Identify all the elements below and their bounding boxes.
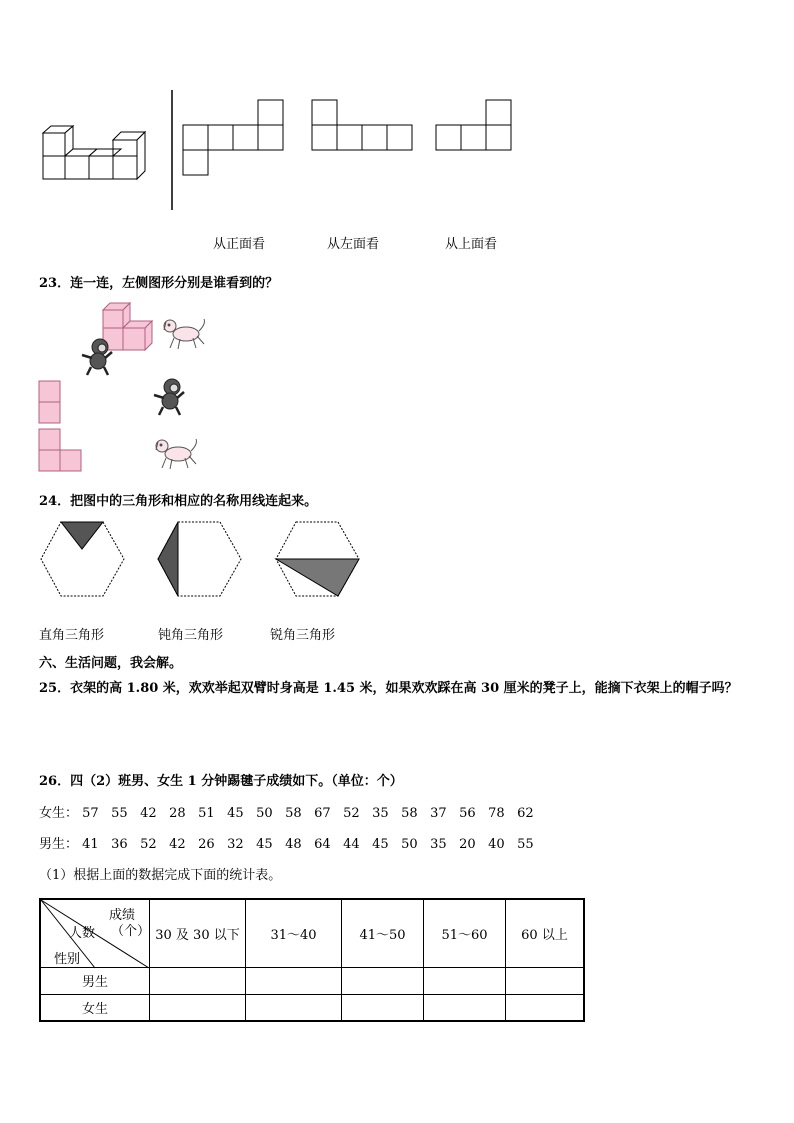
answer-cell[interactable]: [150, 967, 246, 994]
score-value: 55: [111, 806, 128, 821]
corner-score-label: 成绩: [109, 908, 136, 923]
answer-cell[interactable]: [150, 994, 246, 1021]
boys-label: 男生：: [39, 837, 79, 852]
hexagon-right-triangle: [40, 521, 126, 597]
table-corner-cell: [40, 899, 150, 967]
score-value: 45: [372, 837, 389, 852]
score-value: 36: [111, 837, 128, 852]
girls-row: [39, 802, 546, 821]
view-label-left: 从左面看: [327, 237, 380, 252]
front-view: [183, 100, 283, 180]
score-value: 37: [430, 806, 447, 821]
row-label-girls: 女生: [40, 994, 150, 1021]
cube-figure: [40, 125, 160, 185]
name-acute-triangle: 锐角三角形: [270, 628, 336, 643]
answer-cell[interactable]: [342, 967, 424, 994]
corner-unit-label: （个）: [111, 924, 151, 939]
answer-cell[interactable]: [424, 967, 506, 994]
score-value: 52: [343, 806, 360, 821]
score-value: 64: [314, 837, 331, 852]
monkey-icon: [152, 378, 192, 418]
dog-icon: [152, 436, 202, 472]
score-value: 32: [227, 837, 244, 852]
q23-title: 23．连一连，左侧图形分别是谁看到的？: [39, 276, 279, 291]
score-value: 78: [488, 806, 505, 821]
score-value: 28: [169, 806, 186, 821]
row-label-boys: 男生: [40, 967, 150, 994]
monkey-icon: [80, 338, 120, 378]
score-value: 51: [198, 806, 215, 821]
score-value: 40: [488, 837, 505, 852]
answer-cell[interactable]: [246, 967, 342, 994]
score-value: 48: [285, 837, 302, 852]
answer-cell[interactable]: [506, 967, 585, 994]
header-cell: 60 以上: [506, 899, 585, 967]
boys-values: [82, 837, 546, 852]
statistics-table: [39, 898, 585, 1022]
q24-title: 24．把图中的三角形和相应的名称用线连起来。: [39, 494, 318, 509]
score-value: 57: [82, 806, 99, 821]
score-value: 35: [430, 837, 447, 852]
hexagon-obtuse-triangle: [157, 521, 243, 597]
score-value: 50: [401, 837, 418, 852]
score-value: 62: [517, 806, 534, 821]
q26-title: 26．四（2）班男、女生 1 分钟踢毽子成绩如下。（单位：个）: [39, 774, 403, 789]
score-value: 58: [401, 806, 418, 821]
score-value: 45: [256, 837, 273, 852]
name-right-triangle: 直角三角形: [39, 628, 105, 643]
score-value: 50: [256, 806, 273, 821]
girls-values: [82, 806, 546, 821]
header-cell: 30 及 30 以下: [150, 899, 246, 967]
score-value: 44: [343, 837, 360, 852]
q25-text: 25．衣架的高 1.80 米，欢欢举起双臂时身高是 1.45 米，如果欢欢踩在高 30 厘米的凳子上，能摘下衣架上的帽子吗？: [39, 681, 738, 696]
header-cell: 51～60: [424, 899, 506, 967]
score-value: 41: [82, 837, 99, 852]
name-obtuse-triangle: 钝角三角形: [158, 628, 224, 643]
score-value: 56: [459, 806, 476, 821]
score-value: 42: [169, 837, 186, 852]
corner-count-label: 人数: [69, 926, 96, 941]
answer-cell[interactable]: [424, 994, 506, 1021]
section6-title: 六、生活问题，我会解。: [39, 656, 183, 671]
header-cell: 31～40: [246, 899, 342, 967]
score-value: 42: [140, 806, 157, 821]
left-view: [312, 100, 414, 152]
score-value: 20: [459, 837, 476, 852]
answer-cell[interactable]: [342, 994, 424, 1021]
l-shape-view: [38, 428, 84, 474]
score-value: 58: [285, 806, 302, 821]
view-label-front: 从正面看: [213, 237, 266, 252]
score-value: 55: [517, 837, 534, 852]
score-value: 67: [314, 806, 331, 821]
hexagon-acute-triangle: [275, 521, 361, 597]
corner-gender-label: 性别: [54, 952, 81, 967]
two-square-view: [38, 380, 62, 426]
answer-cell[interactable]: [246, 994, 342, 1021]
header-cell: 41～50: [342, 899, 424, 967]
boys-row: [39, 833, 546, 852]
divider-line: [171, 90, 175, 212]
score-value: 35: [372, 806, 389, 821]
dog-icon: [160, 316, 210, 352]
girls-label: 女生：: [39, 806, 79, 821]
top-view: [436, 100, 513, 152]
score-value: 52: [140, 837, 157, 852]
view-label-top: 从上面看: [445, 237, 498, 252]
score-value: 45: [227, 806, 244, 821]
score-value: 26: [198, 837, 215, 852]
q26-sub1: （1）根据上面的数据完成下面的统计表。: [39, 868, 282, 883]
answer-cell[interactable]: [506, 994, 585, 1021]
